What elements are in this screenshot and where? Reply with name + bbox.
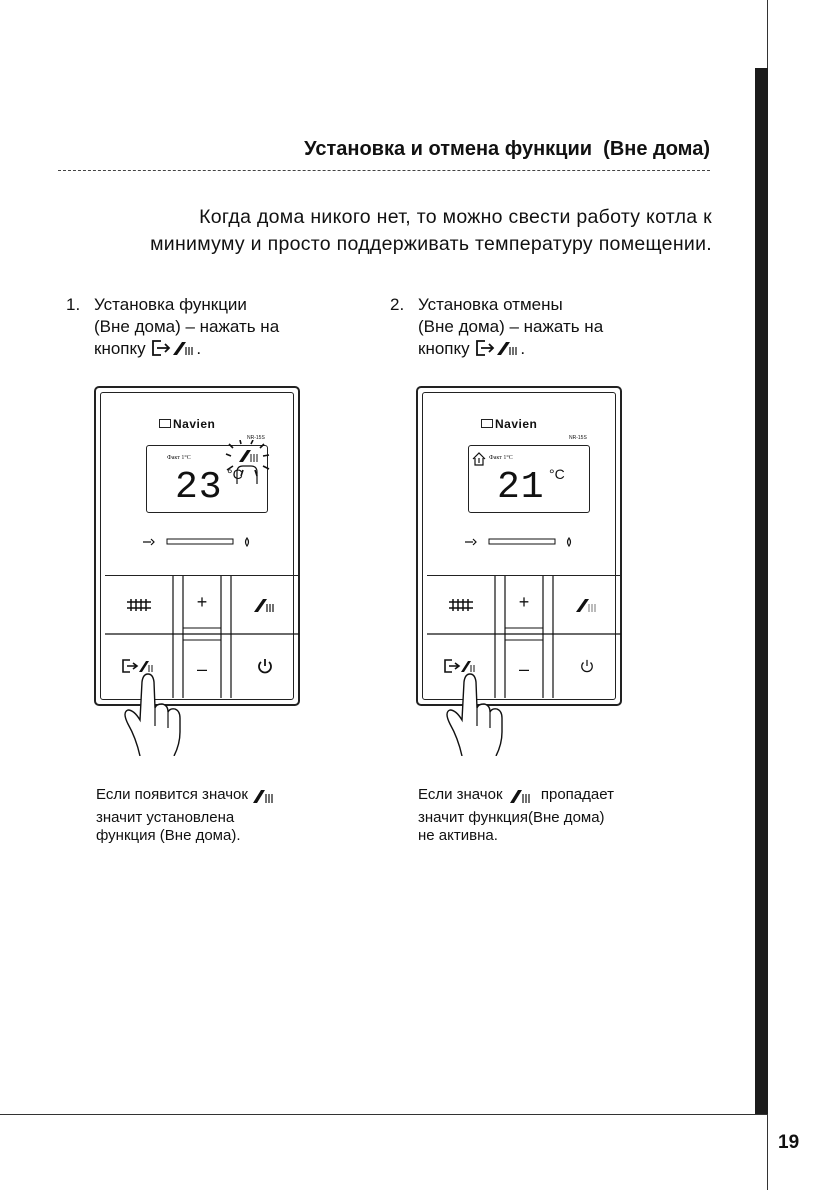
title-main: Установка и отмена функции (304, 138, 593, 160)
intro-text (150, 204, 712, 258)
flame-icon (246, 538, 249, 546)
caption-1: Если появится значок значит установлена функция (Вне дома). (96, 786, 278, 846)
intro-line-1: Когда дома никого нет, то можно свести работу котла к (199, 206, 712, 228)
title-divider (58, 170, 710, 171)
intro-line-2: минимуму и просто поддерживать температуру помещении. (150, 233, 712, 255)
device-frame (100, 392, 294, 700)
step-line-2: (Вне дома) – нажать на (94, 317, 280, 336)
exit-away-icon (150, 338, 196, 364)
footer-rule (0, 1114, 768, 1115)
step-line-1: Установка функции (94, 295, 247, 314)
plus-button[interactable]: + (196, 591, 208, 612)
brand-logo: Navien (159, 417, 215, 431)
status-bar (465, 535, 595, 547)
away-mode-icon (507, 789, 537, 809)
sidebar-bar (755, 68, 768, 1114)
lcd-unit: °C (549, 466, 565, 482)
wrench-icon (465, 539, 476, 545)
house-icon (472, 452, 486, 466)
flame-icon (568, 538, 571, 546)
brand-logo: Navien (481, 417, 537, 431)
wrench-icon (143, 539, 154, 545)
radiator-icon (127, 598, 151, 612)
pointing-hand-icon (440, 672, 510, 756)
page-number: 19 (778, 1132, 800, 1153)
step-number: 1. (66, 295, 81, 314)
caption-2: Если значок пропадает значит функция(Вне дома) не активна. (418, 786, 614, 844)
step-line-3: кнопку . (418, 338, 603, 364)
model-label: NR-15S (569, 435, 587, 441)
away-mode-icon-blinking (225, 440, 275, 484)
heating-button[interactable] (427, 576, 495, 634)
radiator-icon (449, 598, 473, 612)
exit-away-icon (474, 338, 520, 364)
lcd-screen (468, 445, 590, 513)
power-icon (580, 659, 594, 673)
lcd-temperature: 21 (497, 466, 545, 509)
away-mode-button[interactable] (231, 576, 299, 634)
device-frame (422, 392, 616, 700)
title-paren: (Вне дома) (603, 138, 710, 160)
heating-button[interactable] (105, 576, 173, 634)
section-title (304, 138, 710, 161)
thermostat-device-2 (416, 386, 622, 706)
minus-button[interactable]: – (196, 658, 207, 679)
away-mode-icon (252, 789, 278, 809)
lcd-label: Факт 1°C (489, 455, 513, 461)
away-mode-button[interactable] (553, 576, 621, 634)
power-icon (257, 658, 273, 674)
step-line-3: кнопку . (94, 338, 279, 364)
power-button[interactable] (553, 634, 621, 698)
status-bar (143, 535, 273, 547)
away-mode-icon (575, 597, 599, 613)
model-label: NR-15S (247, 435, 265, 441)
lcd-unit: °C (227, 466, 243, 482)
lcd-label: Факт 1°C (167, 455, 191, 461)
plus-button[interactable]: + (518, 591, 530, 612)
step-number: 2. (390, 295, 405, 314)
power-button[interactable] (231, 634, 299, 698)
step-line-1: Установка отмены (418, 295, 563, 314)
away-mode-icon (253, 597, 277, 613)
lcd-temperature: 23 (175, 466, 223, 509)
step-line-2: (Вне дома) – нажать на (418, 317, 604, 336)
minus-button[interactable]: – (518, 658, 529, 679)
lcd-screen (146, 445, 268, 513)
pointing-hand-icon (118, 672, 188, 756)
thermostat-device-1 (94, 386, 300, 706)
